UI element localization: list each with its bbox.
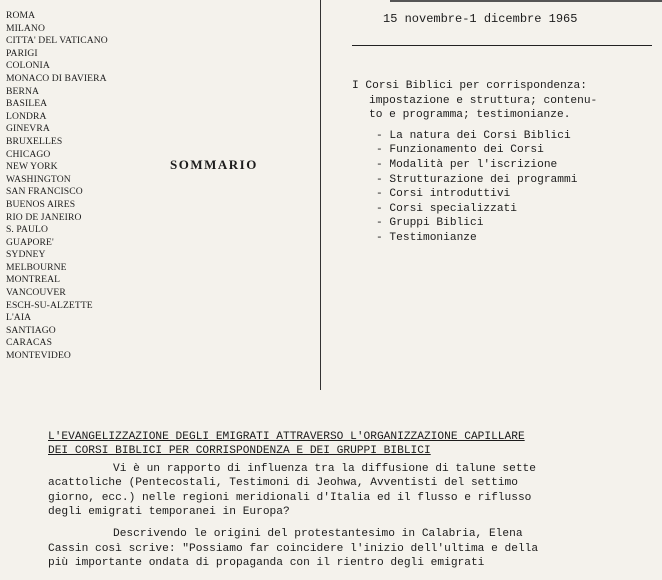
- city-item: L'AIA: [6, 312, 32, 324]
- date-rule: [352, 45, 652, 46]
- city-item: BRUXELLES: [6, 135, 63, 147]
- contents-item: - Gruppi Biblici: [376, 217, 484, 230]
- article-paragraph-1: [48, 462, 662, 520]
- city-item: MONTREAL: [6, 274, 61, 286]
- contents-intro-line: I Corsi Biblici per corrispondenza:: [352, 80, 587, 92]
- paragraph-line: Cassin così scrive: "Possiamo far coincidere l'inizio dell'ultima e della: [48, 542, 539, 555]
- city-item: SANTIAGO: [6, 324, 56, 336]
- city-item: MELBOURNE: [6, 261, 67, 273]
- paragraph-line: Descrivendo le origini del protestantesimo in Calabria, Elena: [113, 528, 523, 541]
- city-item: CARACAS: [6, 337, 53, 349]
- city-item: CHICAGO: [6, 148, 51, 160]
- table-of-contents: [352, 79, 662, 246]
- contents-item: - Testimonianze: [376, 231, 477, 244]
- city-item: MONTEVIDEO: [6, 350, 71, 362]
- contents-item: - Modalità per l'iscrizione: [376, 158, 558, 171]
- paragraph-line: più importante ondata di propaganda con il rientro degli emigrati: [48, 557, 485, 570]
- city-item: WASHINGTON: [6, 173, 71, 185]
- city-item: SAN FRANCISCO: [6, 186, 83, 198]
- city-item: VANCOUVER: [6, 287, 66, 299]
- city-item: GINEVRA: [6, 123, 50, 135]
- city-item: SYDNEY: [6, 249, 46, 261]
- issue-date: 15 novembre-1 dicembre 1965: [383, 12, 578, 26]
- city-item: RIO DE JANEIRO: [6, 211, 82, 223]
- article-paragraph-2: [48, 527, 662, 570]
- city-item: BASILEA: [6, 98, 48, 110]
- paragraph-line: Vi è un rapporto di influenza tra la diffusione di talune sette: [113, 462, 536, 475]
- column-divider: [320, 0, 321, 390]
- contents-intro-line: impostazione e struttura; contenu-: [369, 94, 598, 107]
- city-item: LONDRA: [6, 110, 47, 122]
- contents-list: [352, 129, 662, 246]
- article-heading-line: DEI CORSI BIBLICI PER CORRISPONDENZA E DEI GRUPPI BIBLICI: [48, 445, 431, 458]
- city-item: BUENOS AIRES: [6, 198, 76, 210]
- city-item: MONACO DI BAVIERA: [6, 72, 107, 84]
- city-item: MILANO: [6, 22, 45, 34]
- paragraph-line: acattoliche (Pentecostali, Testimoni di Jeohwa, Avventisti del settimo: [48, 477, 518, 490]
- contents-item: - Funzionamento dei Corsi: [376, 144, 544, 157]
- city-item: CITTA' DEL VATICANO: [6, 35, 108, 47]
- paragraph-line: giorno, ecc.) nelle regioni meridionali d'Italia ed il flusso e riflusso: [48, 491, 532, 504]
- city-item: GUAPORE': [6, 236, 54, 248]
- city-item: ESCH-SU-ALZETTE: [6, 299, 93, 311]
- top-rule: [390, 0, 662, 2]
- contents-item: - La natura dei Corsi Biblici: [376, 129, 571, 142]
- article-heading-line: L'EVANGELIZZAZIONE DEGLI EMIGRATI ATTRAVERSO L'ORGANIZZAZIONE CAPILLARE: [48, 431, 525, 443]
- city-item: S. PAULO: [6, 224, 49, 236]
- contents-item: - Strutturazione dei programmi: [376, 173, 578, 186]
- sommario-label: SOMMARIO: [170, 157, 258, 172]
- city-item: PARIGI: [6, 47, 38, 59]
- contents-item: - Corsi introduttivi: [376, 188, 511, 201]
- city-item: BERNA: [6, 85, 40, 97]
- city-item: COLONIA: [6, 60, 50, 72]
- contents-item: - Corsi specializzati: [376, 202, 517, 215]
- paragraph-line: degli emigrati temporanei in Europa?: [48, 506, 290, 519]
- city-item: NEW YORK: [6, 161, 58, 173]
- city-item: ROMA: [6, 10, 36, 21]
- contents-intro-line: to e programma; testimonianze.: [369, 109, 571, 122]
- city-list: [6, 10, 206, 363]
- article: [48, 430, 662, 571]
